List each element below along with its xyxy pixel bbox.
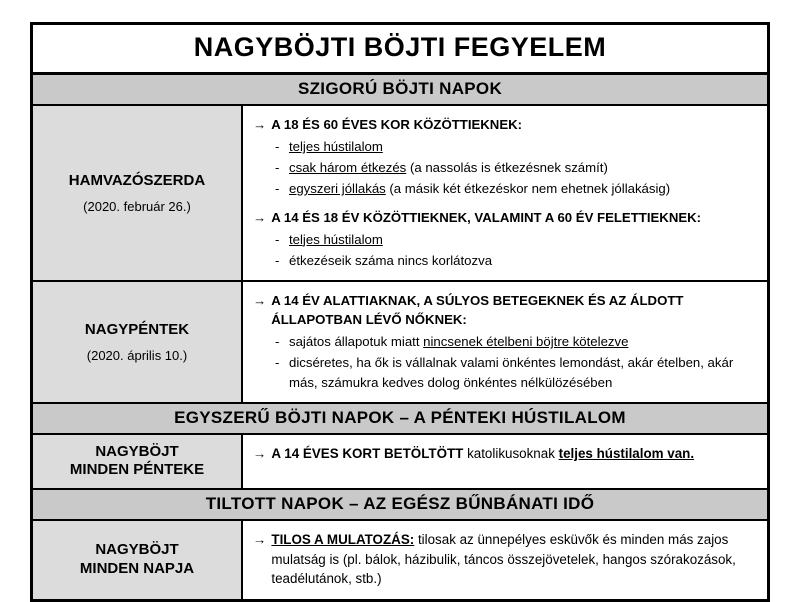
row-label-napja (33, 521, 243, 598)
row-content-napja (243, 521, 767, 598)
rule-lead (253, 115, 755, 134)
rule-text-bold: A 14 ÉVES KORT BETÖLTÖTT (271, 445, 464, 461)
list-item (275, 158, 755, 177)
table-row (33, 282, 767, 404)
list-item-underlined: teljes hústilalom (289, 139, 383, 155)
rule-item-list (253, 230, 755, 270)
rule-item-list (253, 137, 755, 198)
list-item-underlined: teljes hústilalom (289, 231, 383, 247)
day-name-line1: NAGYBÖJT (95, 541, 179, 559)
arrow-icon: → (253, 209, 267, 225)
list-item (275, 230, 755, 249)
row-content-hamvazoszerda (243, 106, 767, 280)
arrow-icon: → (253, 117, 267, 132)
section-band-strict: SZIGORÚ BÖJTI NAPOK (33, 75, 767, 106)
rule-text (271, 530, 755, 588)
row-label-nagypentek (33, 282, 243, 402)
rule-lead-text: A 18 ÉS 60 ÉVES KOR KÖZÖTTIEKNEK: (271, 117, 523, 132)
day-date: (2020. február 26.) (83, 198, 191, 214)
section-band-simple: EGYSZERŰ BÖJTI NAPOK – A PÉNTEKI HÚSTILALOM (33, 404, 767, 435)
list-item (275, 353, 755, 391)
list-item (275, 332, 755, 351)
list-item-rest: étkezéseik száma nincs korlátozva (289, 252, 493, 268)
list-item-rest: (a másik két étkezéskor nem ehetnek jóllakásig) (385, 181, 671, 197)
rule-lead (253, 208, 755, 227)
row-label-penteke (33, 435, 243, 489)
page-title (33, 25, 767, 75)
arrow-icon: → (253, 445, 267, 461)
row-label-hamvazoszerda (33, 106, 243, 280)
row-content-nagypentek (243, 282, 767, 402)
section-band-forbidden: TILTOTT NAPOK – AZ EGÉSZ BŰNBÁNATI IDŐ (33, 490, 767, 521)
fasting-rules-document (30, 22, 770, 602)
rule-heading: TILOS A MULATOZÁS: (271, 532, 415, 548)
list-item-underlined: egyszeri jóllakás (289, 181, 386, 197)
row-content-penteke (243, 435, 767, 489)
list-item (275, 251, 755, 270)
rule-lead-text: A 14 ÉV ALATTIAKNAK, A SÚLYOS BETEGEKNEK ÉS AZ ÁLDOTT ÁLLAPOTBAN LÉVŐ NŐKNEK: (271, 292, 684, 328)
day-name: NAGYPÉNTEK (84, 320, 190, 338)
list-item (275, 137, 755, 156)
rule-lead (253, 291, 755, 329)
table-row (33, 106, 767, 282)
list-item-rest: sajátos állapotuk miatt (289, 334, 424, 350)
rule-item-list (253, 332, 755, 391)
list-item (275, 179, 755, 198)
block-spacer (253, 199, 755, 208)
page-title-text: NAGYBÖJTI BÖJTI FEGYELEM (193, 32, 607, 62)
day-name-line2: MINDEN NAPJA (79, 559, 195, 577)
arrow-icon: → (253, 292, 267, 308)
list-item-underlined: csak három étkezés (289, 160, 407, 176)
rule-line (253, 444, 755, 463)
rule-text-underlined: teljes hústilalom van. (558, 445, 695, 461)
arrow-icon: → (253, 532, 267, 548)
table-row (33, 435, 767, 491)
list-item-underlined: nincsenek ételbeni böjtre kötelezve (423, 334, 629, 350)
rule-lead-text: A 14 ÉS 18 ÉV KÖZÖTTIEKNEK, VALAMINT A 60 ÉV FELETTIEKNEK: (271, 209, 702, 225)
day-name: HAMVAZÓSZERDA (68, 172, 206, 190)
rule-text-middle: katolikusoknak (463, 445, 559, 461)
rule-body: tilosak az ünnepélyes esküvők és minden más zajos mulatság is (pl. bálok, házibulik, táncos összejövetelek, hangos szórakozások, teadélutánok, stb.) (271, 532, 736, 587)
day-date: (2020. április 10.) (86, 347, 188, 363)
day-name-line1: NAGYBÖJT (95, 442, 179, 460)
day-name-line2: MINDEN PÉNTEKE (69, 461, 205, 479)
table-row (33, 521, 767, 598)
rule-line (253, 530, 755, 588)
rule-text (271, 444, 755, 463)
list-item-rest: dicséretes, ha ők is vállalnak valami önkéntes lemondást, akár ételben, akár más, számukra kedves dolog önkéntes nélkülözésében (289, 355, 734, 390)
list-item-rest: (a nassolás is étkezésnek számít) (406, 160, 608, 176)
